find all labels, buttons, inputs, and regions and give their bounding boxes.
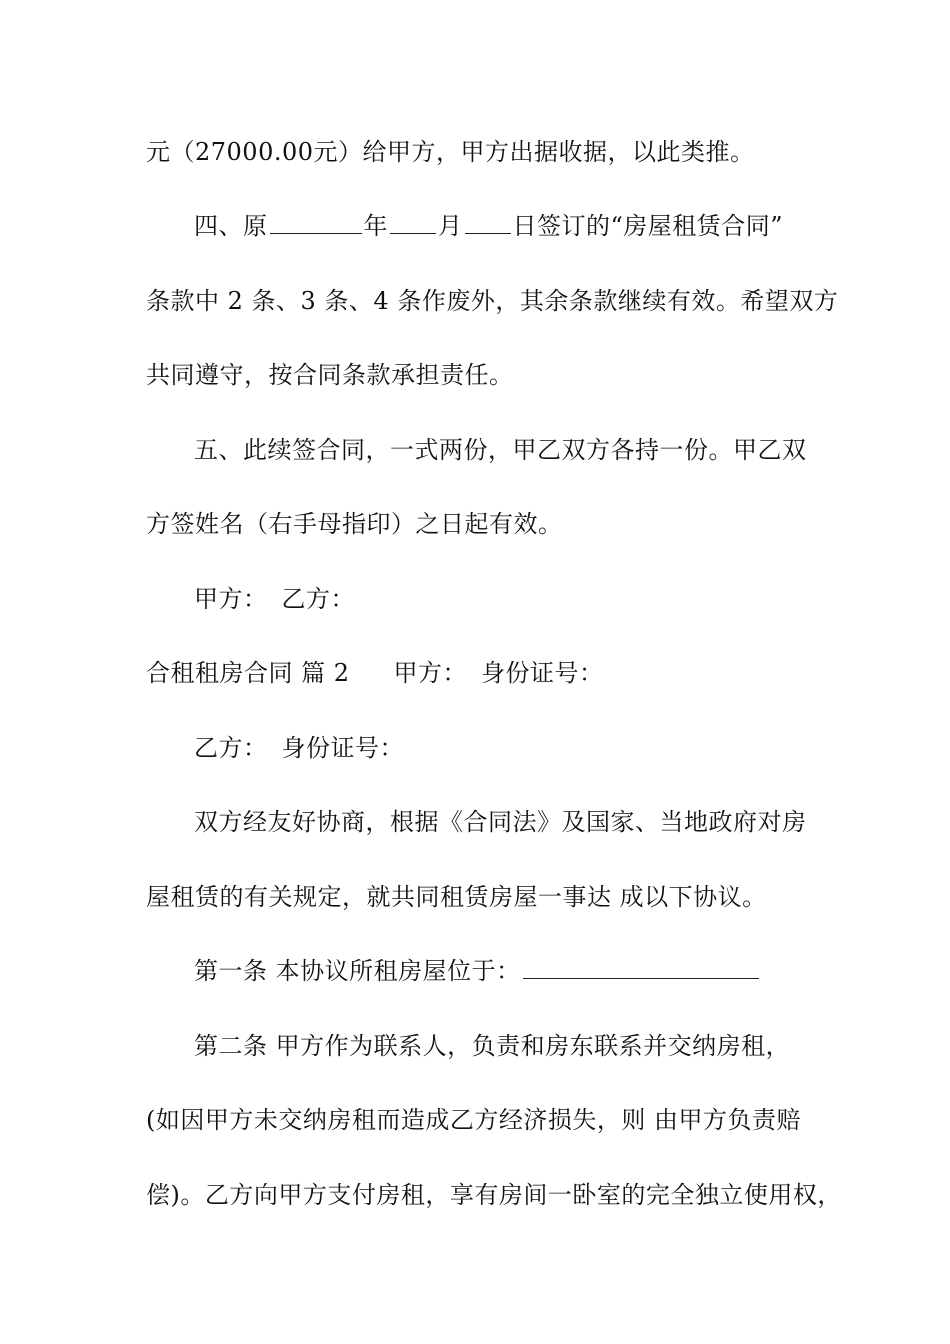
article-one-line	[194, 955, 761, 987]
paragraph-line	[146, 1104, 801, 1136]
clause-five-line	[194, 434, 807, 466]
text: 第二条 甲方作为联系人，负责和房东联系并交纳房租，	[194, 1032, 791, 1060]
text: 屋租赁的有关规定，就共同租赁房屋一事达 成以下协议。	[146, 883, 767, 911]
paragraph-line	[146, 1179, 842, 1211]
id-number-label: 身份证号：	[281, 734, 404, 762]
text: 共同遵守，按合同条款承担责任。	[146, 361, 514, 389]
article-two-line	[194, 1030, 790, 1062]
text: 双方经友好协商，根据《合同法》及国家、当地政府对房	[194, 808, 807, 836]
text: 第一条 本协议所租房屋位于：	[194, 957, 521, 985]
text: 元（27000.00元）给甲方，甲方出据收据，以此类推。	[146, 138, 755, 166]
party-b-label: 乙方：	[281, 585, 355, 613]
text: 四、原	[194, 212, 268, 240]
text: 条款中 2 条、3 条、4 条作废外，其余条款继续有效。希望双方	[146, 287, 839, 315]
clause-four-line	[194, 210, 783, 242]
party-b-line	[194, 732, 404, 764]
paragraph-line	[146, 881, 767, 913]
text: 偿)。乙方向甲方支付房租，享有房间一卧室的完全独立使用权，	[146, 1181, 842, 1209]
text: (如因甲方未交纳房租而造成乙方经济损失，则 由甲方负责赔	[146, 1106, 801, 1134]
signature-line	[194, 583, 355, 615]
party-a-label: 甲方：	[194, 585, 268, 613]
address-blank	[523, 956, 759, 979]
month-blank	[390, 211, 436, 234]
party-a-label: 甲方：	[393, 659, 468, 687]
section-title: 合租租房合同 篇 2	[146, 659, 350, 687]
paragraph-line	[194, 806, 807, 838]
text: 年	[363, 212, 388, 240]
paragraph-line	[146, 359, 514, 391]
party-b-label: 乙方：	[194, 734, 268, 762]
text: 月	[438, 212, 463, 240]
year-blank	[270, 211, 362, 234]
text: 日签订的“房屋租赁合同”	[512, 212, 784, 240]
text: 方签姓名（右手母指印）之日起有效。	[146, 510, 563, 538]
day-blank	[465, 211, 511, 234]
paragraph-line	[146, 285, 838, 317]
id-number-label: 身份证号：	[481, 659, 604, 687]
paragraph-line	[146, 136, 755, 168]
paragraph-line	[146, 508, 563, 540]
text: 五、此续签合同，一式两份，甲乙双方各持一份。甲乙双	[194, 436, 807, 464]
section-heading-line	[146, 657, 604, 689]
